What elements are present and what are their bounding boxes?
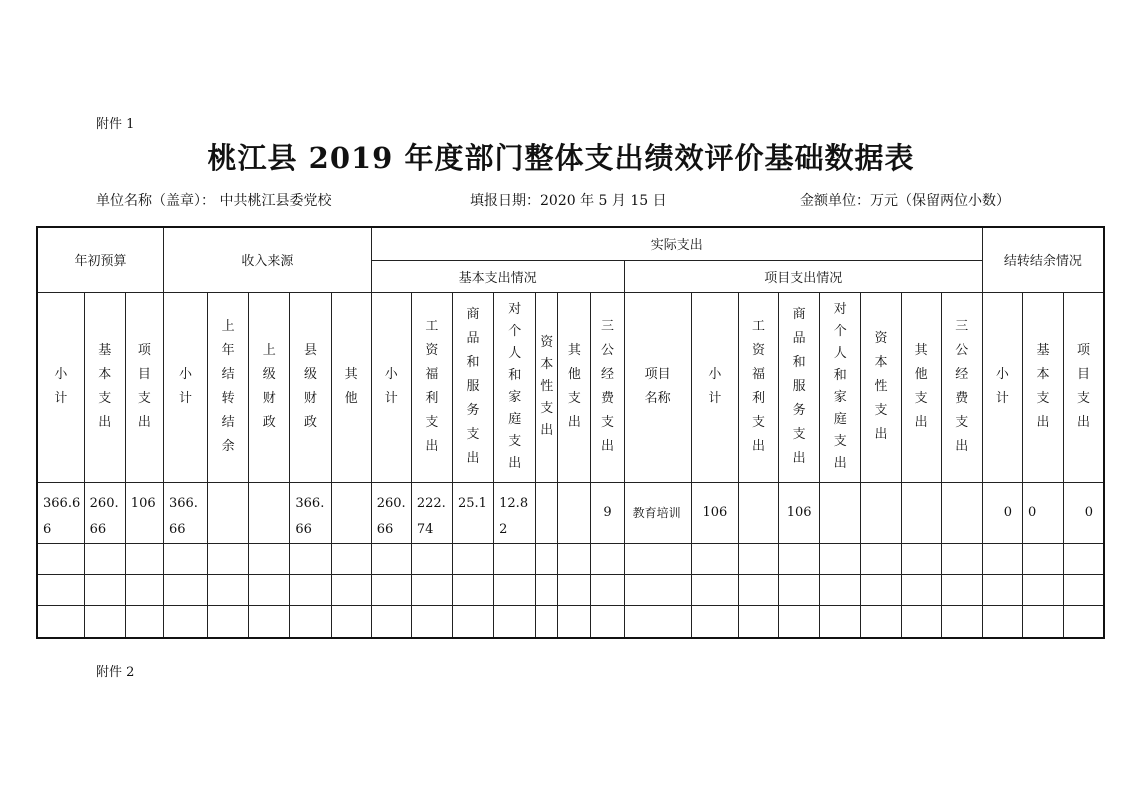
cell-budget-subtotal: 366.66	[37, 482, 84, 543]
header-row-3	[37, 292, 1104, 482]
col-proj-subtotal: 小计	[691, 292, 738, 482]
col-basic-capital: 资本性支出	[536, 292, 558, 482]
cell-proj-name: 教育培训	[624, 482, 691, 543]
group-project-expense: 项目支出情况	[624, 260, 982, 292]
page-title: 桃江县 2019 年度部门整体支出绩效评价基础数据表	[207, 141, 915, 175]
table-row	[37, 482, 1104, 543]
col-carry-subtotal: 小计	[982, 292, 1022, 482]
cell-basic-three: 9	[591, 482, 624, 543]
col-basic-wages: 工资福利支出	[411, 292, 452, 482]
col-basic-subtotal: 小计	[371, 292, 411, 482]
col-basic-three: 三公经费支出	[591, 292, 624, 482]
annex-label: 附件 1	[96, 117, 135, 132]
col-income-subtotal: 小计	[163, 292, 207, 482]
header-row-1	[37, 227, 1104, 260]
cell-carry-project: 0	[1064, 482, 1104, 543]
col-proj-personal: 对个人和家庭支出	[820, 292, 861, 482]
group-carryover: 结转结余情况	[982, 227, 1104, 292]
cell-empty	[331, 482, 371, 543]
cell-empty	[738, 482, 778, 543]
table-row-empty	[37, 574, 1104, 605]
cell-basic-goods: 25.1	[453, 482, 494, 543]
cell-budget-basic: 260.66	[84, 482, 125, 543]
annex-label-2: 附件 2	[96, 665, 135, 680]
col-basic-other: 其他支出	[558, 292, 591, 482]
col-basic-personal: 对个人和家庭支出	[494, 292, 536, 482]
group-initial-budget: 年初预算	[37, 227, 163, 292]
cell-carry-basic: 0	[1023, 482, 1064, 543]
col-carry-project: 项目支出	[1064, 292, 1104, 482]
group-actual-expense: 实际支出	[371, 227, 982, 260]
table-row-empty	[37, 605, 1104, 638]
col-budget-basic: 基本支出	[84, 292, 125, 482]
cell-basic-subtotal: 260.66	[371, 482, 411, 543]
cell-empty	[901, 482, 941, 543]
cell-basic-wages: 222.74	[411, 482, 452, 543]
cell-income-subtotal: 366.66	[163, 482, 207, 543]
col-basic-goods: 商品和服务支出	[453, 292, 494, 482]
col-proj-goods: 商品和服务支出	[779, 292, 820, 482]
cell-empty	[941, 482, 982, 543]
group-basic-expense: 基本支出情况	[371, 260, 624, 292]
col-income-prev-carry: 上年结转结余	[208, 292, 249, 482]
col-proj-three: 三公经费支出	[941, 292, 982, 482]
table-row-empty	[37, 543, 1104, 574]
col-income-upper: 上级财政	[249, 292, 290, 482]
cell-empty	[208, 482, 249, 543]
cell-empty	[249, 482, 290, 543]
fill-date: 填报日期：2020 年 5 月 15 日	[470, 193, 667, 209]
col-budget-subtotal: 小计	[37, 292, 84, 482]
cell-empty	[558, 482, 591, 543]
col-carry-basic: 基本支出	[1023, 292, 1064, 482]
col-budget-project: 项目支出	[125, 292, 163, 482]
col-income-other: 其他	[331, 292, 371, 482]
col-income-county: 县级财政	[290, 292, 331, 482]
cell-income-county: 366.66	[290, 482, 331, 543]
cell-empty	[820, 482, 861, 543]
cell-empty	[861, 482, 901, 543]
cell-proj-goods: 106	[779, 482, 820, 543]
col-proj-capital: 资本性支出	[861, 292, 901, 482]
amount-unit: 金额单位：万元（保留两位小数）	[800, 193, 1010, 209]
cell-empty	[536, 482, 558, 543]
unit-name: 单位名称（盖章）： 中共桃江县委党校	[96, 193, 332, 209]
col-proj-name: 项目名称	[624, 292, 691, 482]
cell-carry-subtotal: 0	[982, 482, 1022, 543]
col-proj-other: 其他支出	[901, 292, 941, 482]
cell-budget-project: 106	[125, 482, 163, 543]
col-proj-wages: 工资福利支出	[738, 292, 778, 482]
cell-proj-subtotal: 106	[691, 482, 738, 543]
group-income-source: 收入来源	[163, 227, 371, 292]
data-table	[36, 226, 1105, 639]
cell-basic-personal: 12.82	[494, 482, 536, 543]
